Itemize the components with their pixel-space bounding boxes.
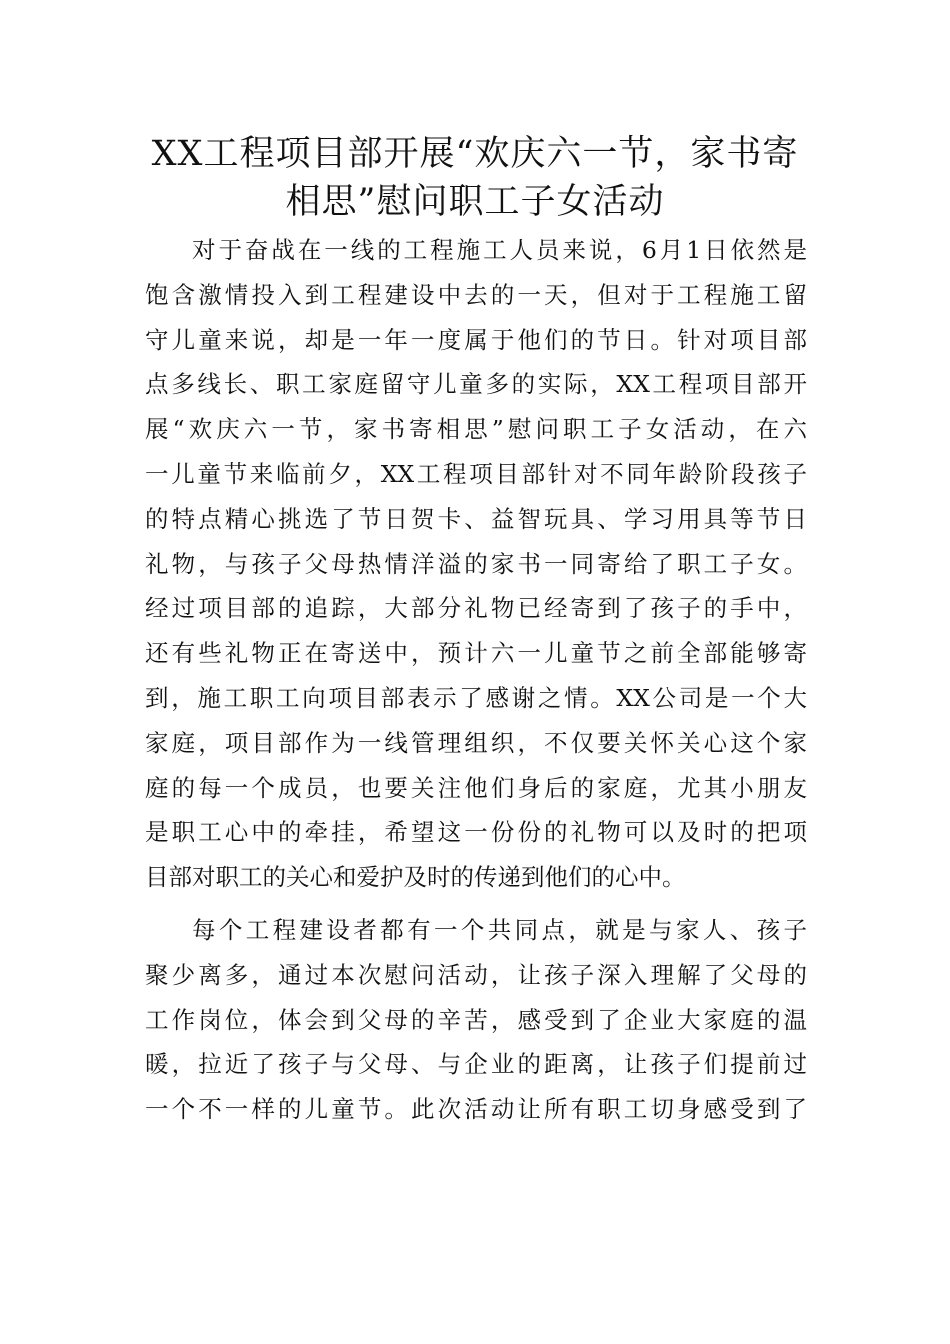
text-line: 目部对职工的关心和爱护及时的传递到他们的心中。: [145, 863, 686, 892]
text-line: 还有些礼物正在寄送中，预计六一儿童节之前全部能够寄: [145, 639, 807, 668]
paragraph-1: [145, 228, 807, 900]
document-body: [145, 228, 807, 1132]
document-title: [130, 130, 820, 226]
paragraph-2: [145, 908, 807, 1132]
text-line: 饱含激情投入到工程建设中去的一天，但对于工程施工留: [145, 280, 807, 309]
text-line: 是职工心中的牵挂，希望这一份份的礼物可以及时的把项: [145, 818, 807, 847]
text-line: 守儿童来说，却是一年一度属于他们的节日。针对项目部: [145, 325, 807, 354]
text-line: 展“欢庆六一节，家书寄相思”慰问职工子女活动，在六: [145, 415, 807, 444]
text-line: 工作岗位，体会到父母的辛苦，感受到了企业大家庭的温: [145, 1005, 807, 1034]
paragraph-spacer: [145, 900, 807, 908]
text-line: 聚少离多，通过本次慰问活动，让孩子深入理解了父母的: [145, 960, 807, 989]
text-line: 庭的每一个成员，也要关注他们身后的家庭，尤其小朋友: [145, 773, 807, 802]
text-line: 的特点精心挑选了节日贺卡、益智玩具、学习用具等节日: [145, 504, 807, 533]
text-line: 礼物，与孩子父母热情洋溢的家书一同寄给了职工子女。: [145, 549, 807, 578]
text-line: 每个工程建设者都有一个共同点，就是与家人、孩子: [192, 915, 807, 944]
text-line: 一个不一样的儿童节。此次活动让所有职工切身感受到了: [145, 1095, 807, 1124]
text-line: 暖，拉近了孩子与父母、与企业的距离，让孩子们提前过: [145, 1050, 807, 1079]
text-line: 经过项目部的追踪，大部分礼物已经寄到了孩子的手中，: [145, 594, 807, 623]
text-line: 一儿童节来临前夕，XX工程项目部针对不同年龄阶段孩子: [145, 459, 807, 488]
text-line: 到，施工职工向项目部表示了感谢之情。XX公司是一个大: [145, 683, 807, 712]
title-line-1: XX工程项目部开展“欢庆六一节，家书寄: [151, 134, 799, 174]
text-line: 家庭，项目部作为一线管理组织，不仅要关怀关心这个家: [145, 728, 807, 757]
title-line-2: 相思”慰问职工子女活动: [285, 182, 665, 222]
text-line: 点多线长、职工家庭留守儿童多的实际，XX工程项目部开: [145, 370, 807, 399]
text-line: 对于奋战在一线的工程施工人员来说，6月1日依然是: [192, 236, 807, 264]
